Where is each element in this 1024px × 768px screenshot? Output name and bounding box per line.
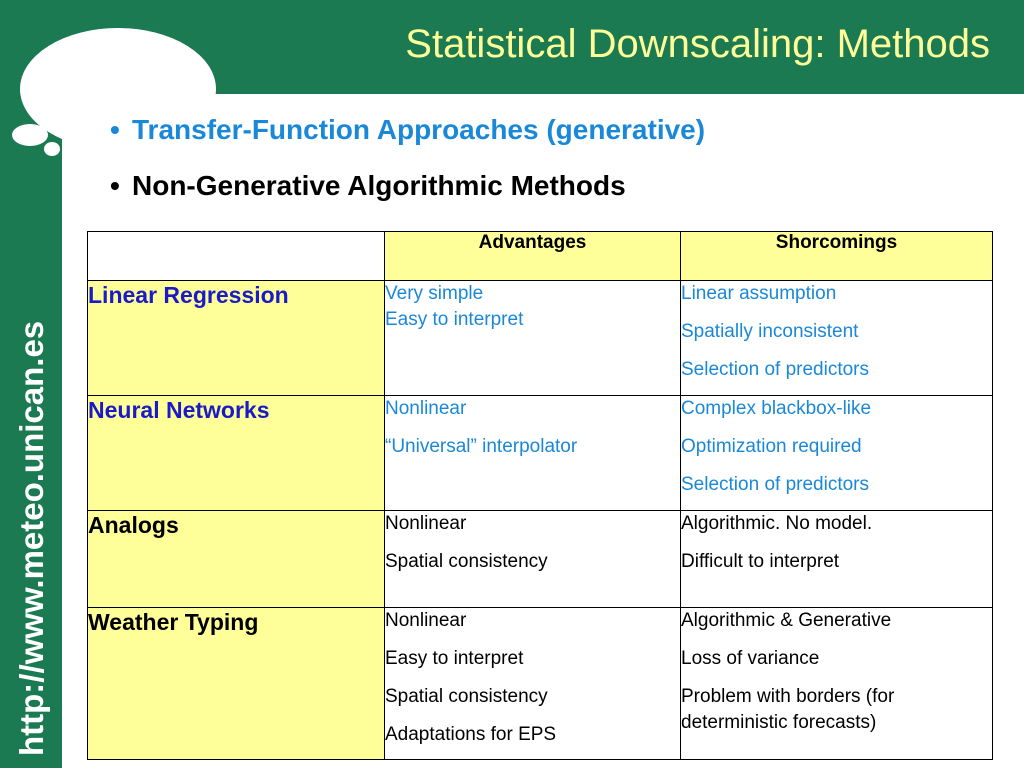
list-item: Very simple [385,283,484,304]
bullet-item [110,166,990,222]
bubble-small [12,124,48,146]
list-item: Difficult to interpret [681,551,840,572]
list-item: Linear assumption [681,283,837,304]
list-item: Complex blackbox-like [681,398,872,419]
advantages-cell [385,396,681,511]
list-item: Easy to interpret [385,648,524,669]
list-item: Spatial consistency [385,551,548,572]
side-url: http://www.meteo.unican.es [13,320,50,756]
corner-cell [88,232,385,281]
list-item: Algorithmic. No model. [681,513,873,534]
list-item: Easy to interpret [385,309,524,330]
method-name: Neural Networks [88,396,385,511]
advantages-cell [385,608,681,760]
shortcomings-cell [681,396,993,511]
list-item: Algorithmic & Generative [681,610,892,631]
list-item: “Universal” interpolator [385,436,578,457]
list-item: Problem with borders (for deterministic forecasts) [681,686,895,733]
advantages-cell [385,511,681,608]
method-name: Analogs [88,511,385,608]
bullet-dot: • [110,170,120,201]
slide-title: Statistical Downscaling: Methods [405,22,990,66]
header-advantages: Advantages [385,232,681,281]
table-row [88,511,993,608]
table-row [88,396,993,511]
method-name: Weather Typing [88,608,385,760]
bubble-tiny [44,142,60,156]
bullet-item [110,110,990,166]
list-item: Adaptations for EPS [385,724,557,745]
bullet-text: Transfer-Function Approaches (generative) [132,114,706,145]
list-item: Optimization required [681,436,862,457]
bullet-text: Non-Generative Algorithmic Methods [132,170,626,201]
shortcomings-cell [681,511,993,608]
list-item: Selection of predictors [681,474,869,495]
table-header-row [88,232,993,281]
shortcomings-cell [681,281,993,396]
shortcomings-cell [681,608,993,760]
list-item: Spatial consistency [385,686,548,707]
table-row [88,608,993,760]
bullet-dot: • [110,114,120,145]
list-item: Nonlinear [385,513,467,534]
table-row [88,281,993,396]
list-item: Loss of variance [681,648,820,669]
method-name: Linear Regression [88,281,385,396]
header-shortcomings: Shorcomings [681,232,993,281]
list-item: Selection of predictors [681,359,869,380]
list-item: Nonlinear [385,398,467,419]
list-item: Nonlinear [385,610,467,631]
methods-table [87,231,993,760]
list-item: Spatially inconsistent [681,321,859,342]
bullet-list [110,110,990,222]
advantages-cell [385,281,681,396]
